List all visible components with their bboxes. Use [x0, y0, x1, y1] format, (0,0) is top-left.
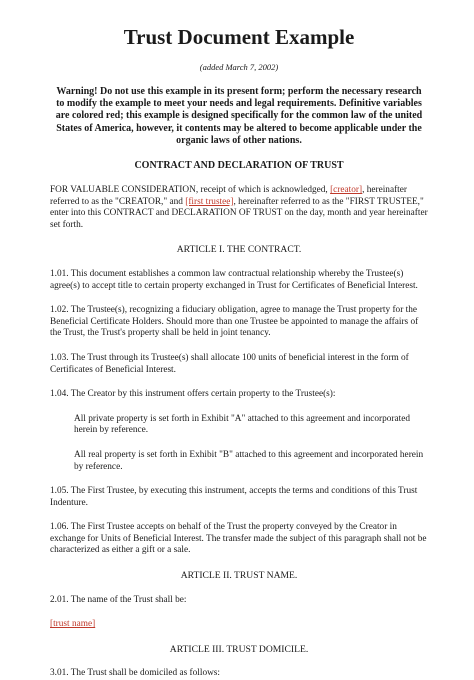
article-3-heading: ARTICLE III. TRUST DOMICILE. [169, 643, 309, 655]
section-1-02: 1.02. The Trustee(s), recognizing a fiduciary obligation, agree to manage the Trust property for the Beneficial Certificate Holders. Should more than one Trustee be appointed to manage the affairs of the Trust, the Trust's property shall be held in joint tenancy. [50, 305, 419, 339]
added-date: (added March 7, 2002) [199, 62, 279, 72]
contract-heading: CONTRACT AND DECLARATION OF TRUST [134, 160, 344, 172]
section-1-03: 1.03. The Trust through its Trustee(s) shall allocate 100 units of beneficial interest in the form of Certificates of Beneficial Interest. [50, 352, 409, 375]
creator-variable: [creator] [330, 185, 363, 196]
section-1-04: 1.04. The Creator by this instrument offers certain property to the Trustee(s): [50, 389, 336, 400]
trust-name-variable: [trust name] [50, 619, 96, 630]
intro-text-3: , hereinafter referred to as the "FIRST TRUSTEE," enter into this CONTRACT and DECLARATION OF TRUST on the day, month and year hereinafter set forth. [50, 196, 428, 230]
article-1-heading: ARTICLE I. THE CONTRACT. [176, 244, 302, 256]
section-1-06: 1.06. The First Trustee accepts on behalf of the Trust the property conveyed by the Creator in exchange for Units of Beneficial Interest. The transfer made the subject of this paragraph shall not be characterized as either a gift or a sale. [50, 522, 427, 556]
document-title: Trust Document Example [123, 25, 355, 49]
section-1-01: 1.01. This document establishes a common law contractual relationship whereby the Trustee(s) agree(s) to accept title to certain property exchanged in Trust for Certificates of Beneficial Interest. [50, 268, 418, 291]
intro-text-1: FOR VALUABLE CONSIDERATION, receipt of which is acknowledged, [50, 185, 331, 196]
warning-notice: Warning! Do not use this example in its present form; perform the necessary research to modify the example to meet your needs and legal requirements. Definitive variables are colored red; this example is designed specifically for the common law of the united States of America, however, it contents may be altered to become applicable under the organic laws of other nations. [55, 86, 423, 146]
section-1-04-private-property: All private property is set forth in Exhibit "A" attached to this agreement and incorporated herein by reference. [74, 413, 410, 436]
section-1-04-real-property: All real property is set forth in Exhibit "B" attached to this agreement and incorporated herein by reference. [74, 449, 424, 472]
section-2-01: 2.01. The name of the Trust shall be: [50, 594, 187, 605]
intro-paragraph [50, 185, 428, 231]
section-3-01: 3.01. The Trust shall be domiciled as follows: [50, 668, 221, 679]
section-1-05: 1.05. The First Trustee, by executing this instrument, accepts the terms and conditions of this Trust Indenture. [50, 486, 418, 508]
article-2-heading: ARTICLE II. TRUST NAME. [180, 570, 298, 582]
intro-text-2: , hereinafter referred to as the "CREATOR," and [50, 185, 407, 207]
first-trustee-variable: [first trustee] [185, 196, 234, 207]
trust-name-line [50, 619, 428, 631]
